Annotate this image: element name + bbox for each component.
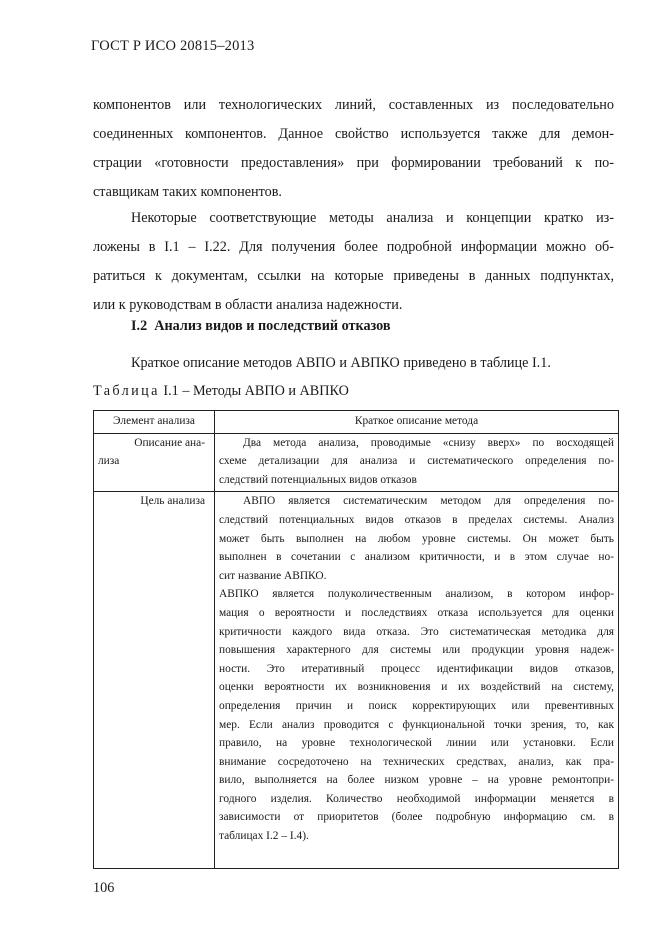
cell-element-line: лиза [98, 455, 120, 468]
table-row [94, 433, 619, 492]
paragraph-table-intro [93, 349, 614, 378]
cell-line: мер. Если анализ проводится с функциональной точки зрения, то, как [219, 718, 614, 731]
table-continuation-space [219, 846, 614, 866]
text-line: ратиться к документам, ссылки на которые приведены в данных подпунктах, [93, 268, 614, 284]
section-heading [131, 318, 391, 335]
text-line: страции «готовности предоставления» при формировании требований к по- [93, 155, 614, 171]
table-caption [93, 383, 349, 400]
cell-line: внимание сосредоточено на технических средствах, анализ, как пра- [219, 755, 614, 768]
document-header: ГОСТ Р ИСО 20815–2013 [91, 38, 255, 54]
cell-line: схеме детализации для анализа и систематического определения по- [219, 455, 614, 468]
cell-element: Цель анализа [94, 492, 215, 868]
cell-line: АВПО является систематическим методом для определения по- [243, 495, 614, 508]
text-line: Краткое описание методов АВПО и АВПКО приведено в таблице I.1. [131, 355, 551, 371]
cell-line: критичности каждого вида отказа. Это систематическая методика для [219, 625, 614, 638]
cell-line: правило, на уровне технологической линии или установки. Если [219, 737, 614, 750]
cell-line: определения причин и поиск корректирующих или превентивных [219, 699, 614, 712]
table-caption-number: I.1 [163, 383, 179, 399]
text-line: Некоторые соответствующие методы анализа и концепции кратко из- [131, 210, 614, 226]
cell-line: ности. Это итеративный процесс идентификации видов отказов, [219, 662, 614, 675]
cell-line: сит название АВПКО. [219, 569, 327, 582]
cell-line: вило, выполняется на более низком уровне – на уровне ремонтопри- [219, 774, 614, 787]
table-caption-title: – Методы АВПО и АВПКО [182, 383, 349, 399]
cell-line: Два метода анализа, проводимые «снизу вверх» по восходящей [243, 436, 614, 449]
text-line: компонентов или технологических линий, составленных из последовательно [93, 97, 614, 113]
cell-line: следствий потенциальных видов отказов [219, 473, 417, 486]
cell-line: может быть выполнен на любом уровне системы. Он может быть [219, 532, 614, 545]
table-row [94, 492, 619, 868]
table-header-row [94, 411, 619, 434]
text-line: ставщикам таких компонентов. [93, 184, 282, 200]
methods-table [93, 410, 619, 869]
cell-line: мация о вероятности и последствиях отказа используется для оценки [219, 606, 614, 619]
cell-line: таблицах I.2 – I.4). [219, 830, 309, 843]
table-caption-label: Таблица [93, 383, 160, 399]
paragraph-methods [93, 204, 614, 320]
text-line: ложены в I.1 – I.22. Для получения более подробной информации можно об- [93, 239, 614, 255]
paragraph-continuation [93, 91, 614, 207]
cell-description [215, 492, 619, 868]
header-element: Элемент анализа [94, 411, 215, 434]
cell-line: годного изделия. Количество необходимой информации меняется в [219, 792, 614, 805]
cell-line: повышения характерного для системы или продукции уровня надеж- [219, 644, 614, 657]
cell-line: выполнен в сочетании с анализом критичности, и в этом случае но- [219, 551, 614, 564]
cell-element-line: Описание ана- [134, 436, 205, 449]
text-line: соединенных компонентов. Данное свойство используется также для демон- [93, 126, 614, 142]
cell-element [94, 433, 215, 492]
section-number: I.2 [131, 318, 148, 334]
section-title: Анализ видов и последствий отказов [154, 318, 391, 334]
text-line: или к руководствам в области анализа надежности. [93, 297, 403, 313]
cell-line: АВПКО является полуколичественным анализом, в котором инфор- [219, 588, 614, 601]
header-description: Краткое описание метода [215, 411, 619, 434]
cell-line: оценки вероятности их возникновения и их воздействий на систему, [219, 681, 614, 694]
cell-line: зависимости от приоритетов (более подробную информацию см. в [219, 811, 614, 824]
cell-description [215, 433, 619, 492]
page-number: 106 [93, 880, 115, 896]
cell-line: следствий потенциальных видов отказов в пределах системы. Анализ [219, 513, 614, 526]
